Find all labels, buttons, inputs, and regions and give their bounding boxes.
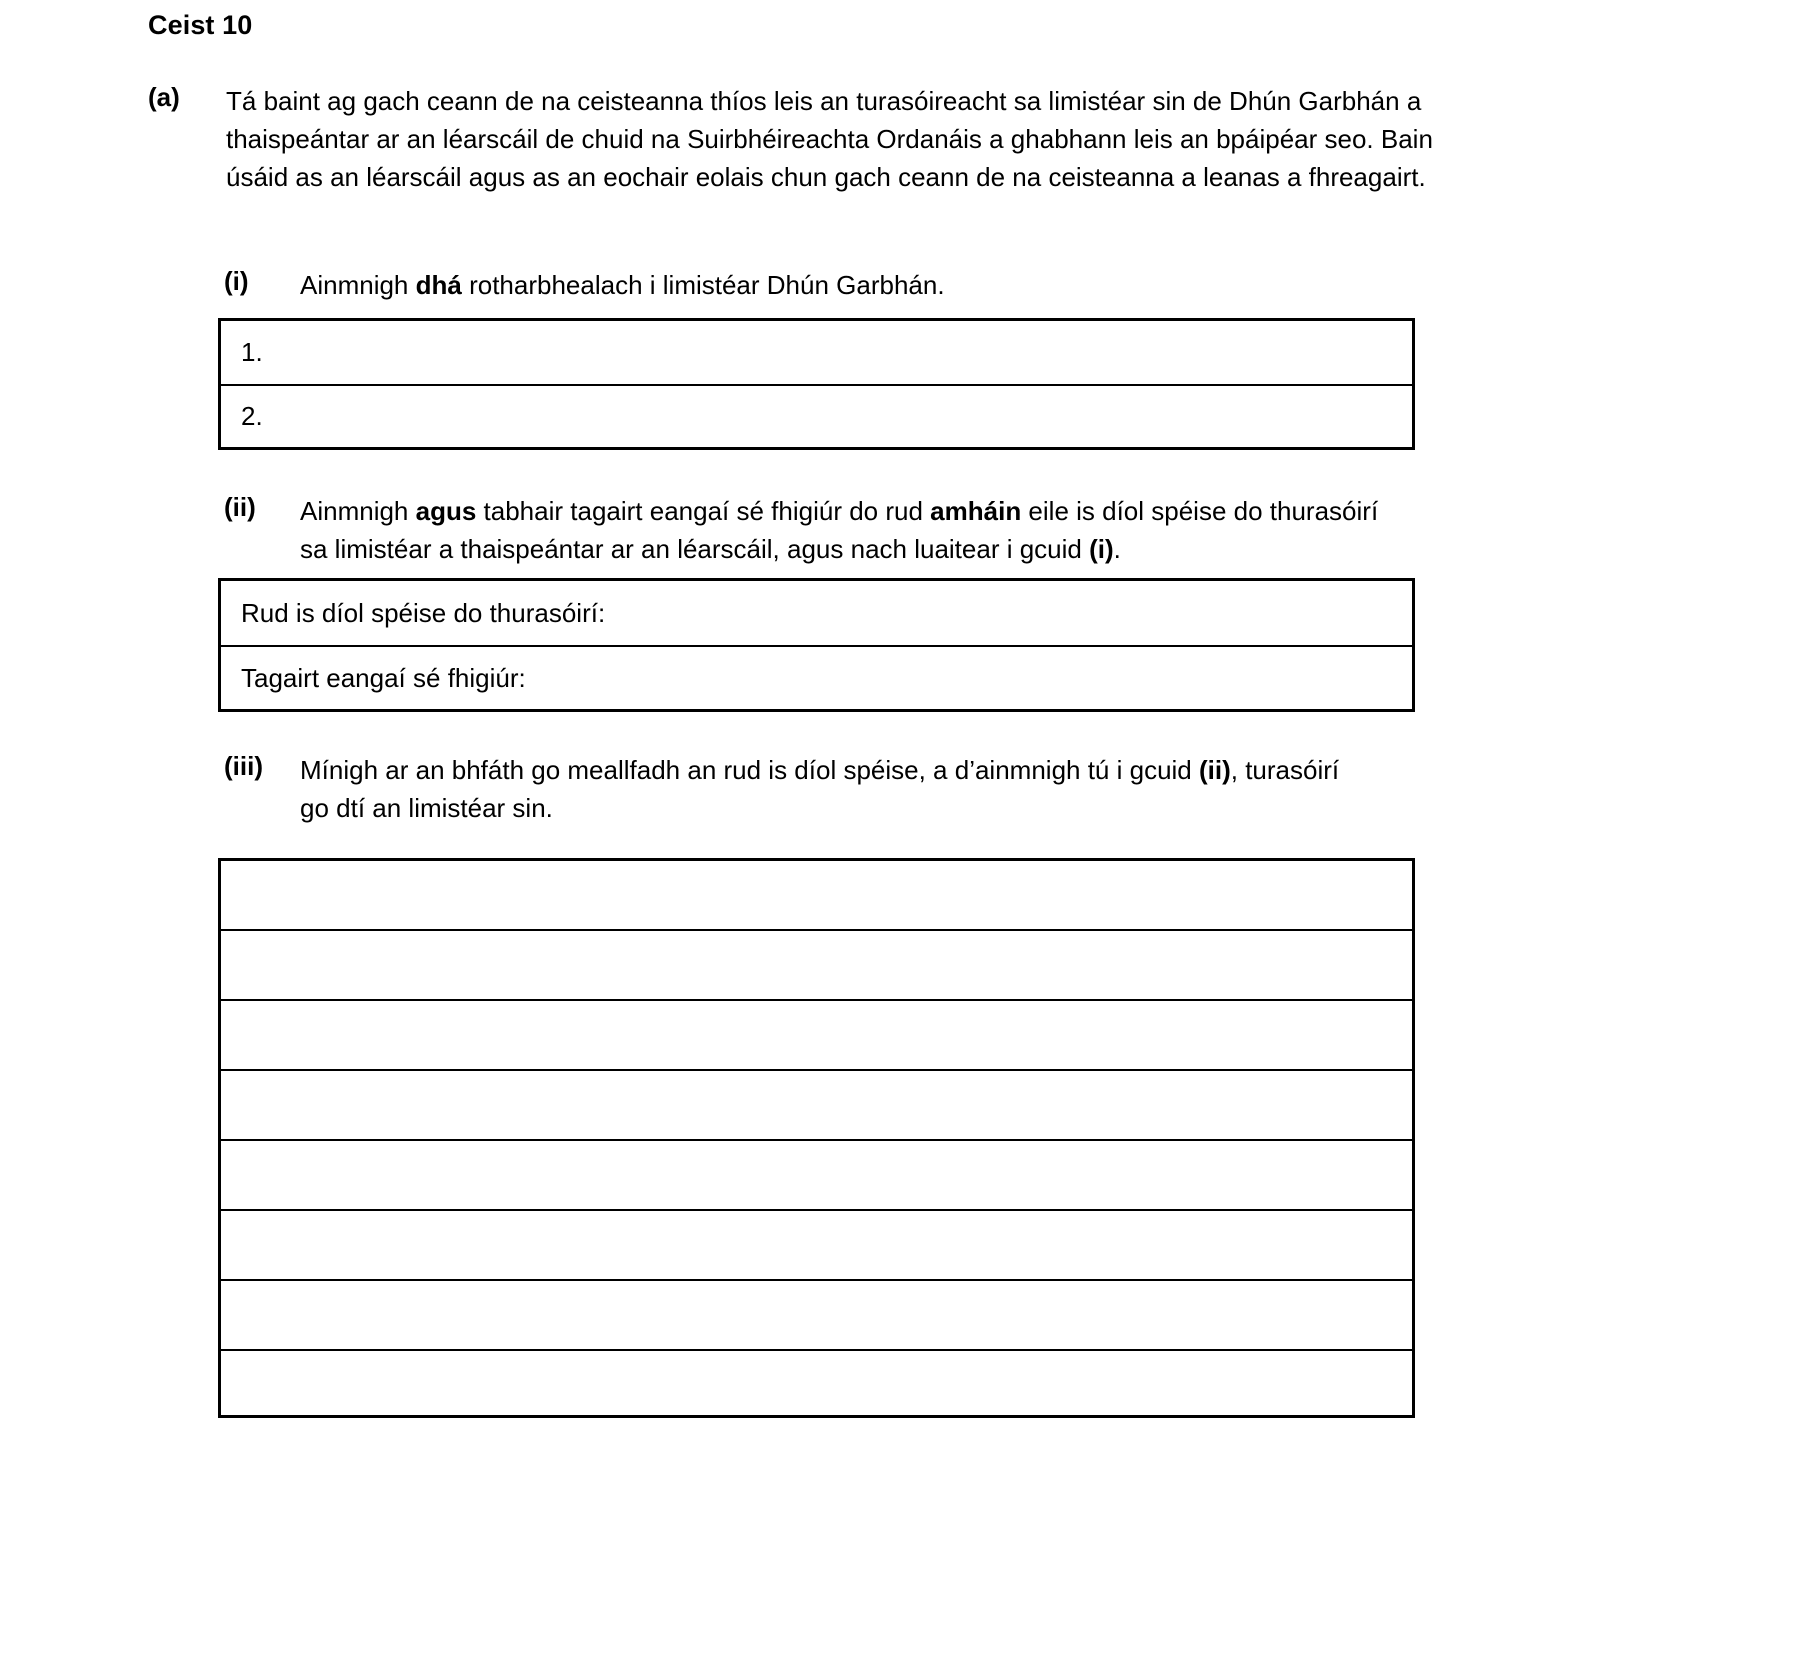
table-row[interactable] bbox=[221, 1001, 1412, 1071]
table-row[interactable] bbox=[221, 1351, 1412, 1427]
subpart-i-bold-1: dhá bbox=[415, 270, 462, 300]
table-row[interactable] bbox=[221, 1211, 1412, 1281]
subpart-ii-text bbox=[300, 492, 1404, 568]
subpart-ii-bold-3: (i) bbox=[1089, 534, 1114, 564]
subpart-ii-text-4: . bbox=[1113, 534, 1121, 564]
subpart-i-text-2: rotharbhealach i limistéar Dhún Garbhán. bbox=[461, 270, 945, 300]
subpart-ii-bold-1: agus bbox=[415, 496, 477, 526]
subpart-iii-text-1: Mínigh ar an bhfáth go meallfadh an rud is díol spéise, a d’ainmnigh tú i gcuid bbox=[300, 755, 1199, 785]
table-row[interactable]: 1. bbox=[221, 321, 1412, 386]
answer-table-i[interactable] bbox=[218, 318, 1415, 450]
table-row[interactable]: Rud is díol spéise do thurasóirí: bbox=[221, 581, 1412, 647]
table-row[interactable] bbox=[221, 931, 1412, 1001]
subpart-iii-label: (iii) bbox=[224, 751, 263, 781]
answer-table-iii[interactable] bbox=[218, 858, 1415, 1418]
subpart-ii bbox=[224, 492, 1404, 568]
table-row[interactable] bbox=[221, 1281, 1412, 1351]
subpart-iii-text-2: , turasóirí go dtí an limistéar sin. bbox=[300, 755, 1340, 823]
subpart-ii-bold-2: amháin bbox=[930, 496, 1022, 526]
subpart-ii-text-1: Ainmnigh bbox=[300, 496, 416, 526]
part-a-text: Tá baint ag gach ceann de na ceisteanna thíos leis an turasóireacht sa limistéar sin de Dhún Garbhán a thaispeántar ar an léarscáil de chuid na Suirbhéireachta Ordanáis a ghabhann leis an bpáipéar seo. Bain úsáid as an léarscáil agus as an eochair eolais chun gach ceann de na ceisteanna a leanas a fhreagairt. bbox=[226, 86, 1433, 192]
subpart-ii-text-2: tabhair tagairt eangaí sé fhigiúr do rud bbox=[476, 496, 931, 526]
subpart-i-text-1: Ainmnigh bbox=[300, 270, 416, 300]
subpart-i-label: (i) bbox=[224, 266, 249, 296]
subpart-ii-label: (ii) bbox=[224, 492, 256, 522]
table-row[interactable]: Tagairt eangaí sé fhigiúr: bbox=[241, 662, 526, 693]
table-row[interactable] bbox=[221, 1141, 1412, 1211]
subpart-iii bbox=[224, 751, 1364, 827]
subpart-i bbox=[224, 266, 1424, 304]
part-a bbox=[148, 82, 1438, 196]
subpart-ii-text-3: eile is díol spéise do thurasóirí sa limistéar a thaispeántar ar an léarscáil, agus nach luaitear i gcuid bbox=[300, 496, 1379, 564]
page-title: Ceist 10 bbox=[148, 10, 253, 40]
table-row[interactable] bbox=[221, 1071, 1412, 1141]
part-a-label: (a) bbox=[148, 82, 180, 112]
table-row[interactable]: 2. bbox=[241, 401, 263, 431]
answer-table-ii[interactable] bbox=[218, 578, 1415, 712]
subpart-iii-bold-1: (ii) bbox=[1199, 755, 1231, 785]
subpart-iii-text bbox=[300, 751, 1364, 827]
subpart-i-text bbox=[300, 266, 1424, 304]
table-row[interactable] bbox=[221, 861, 1412, 931]
